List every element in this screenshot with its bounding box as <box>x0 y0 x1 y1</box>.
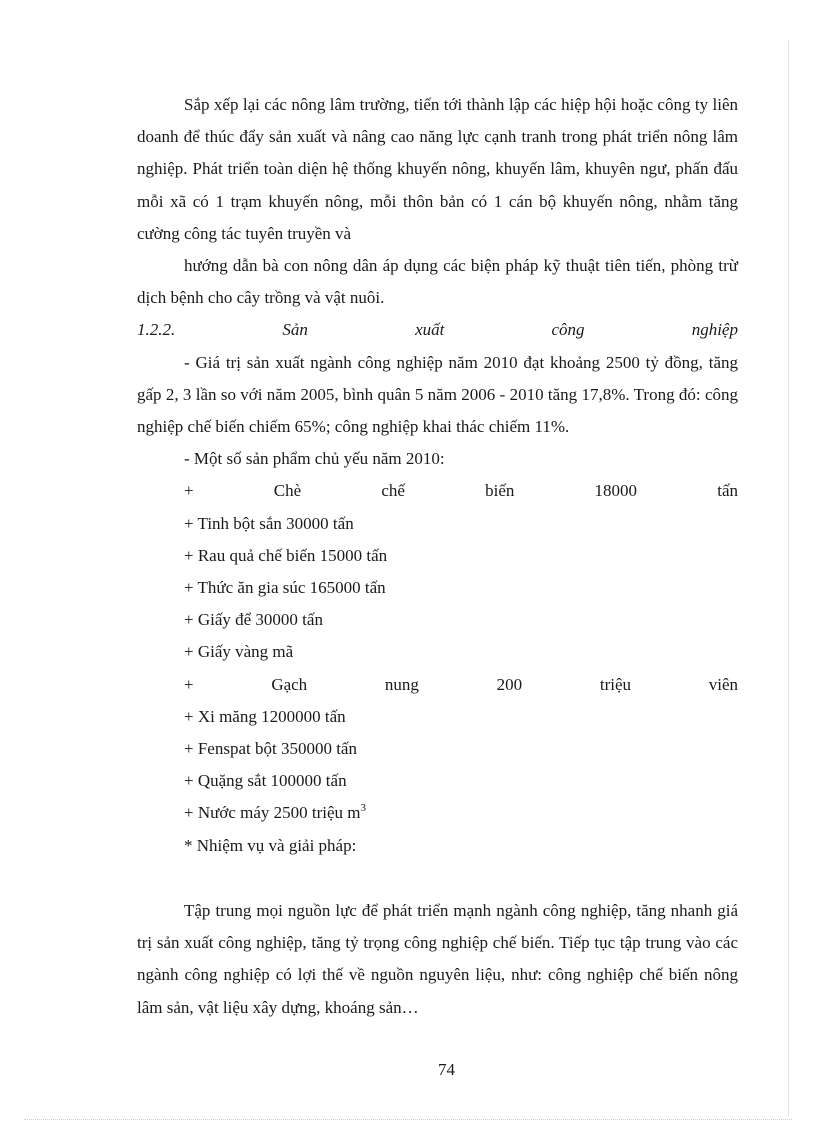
superscript-three: 3 <box>360 802 367 815</box>
list-item-feed: + Thức ăn gia súc 165000 tấn <box>184 578 386 598</box>
section-word: công <box>551 320 585 340</box>
paragraph-agriculture-1: Sắp xếp lại các nông lâm trường, tiến tới thành lập các hiệp hội hoặc công ty liên doanh để thúc đẩy sản xuất và nâng cao năng lực cạnh tranh trong phát triển nông lâm nghiệp. Phát triển toàn diện hệ thống khuyến nông, khuyến lâm, khuyên ngư, phấn đấu mỗi xã có 1 trạm khuyến nông, mỗi thôn bản có 1 cán bộ khuyến nông, nhằm tăng cường công tác tuyên truyền và <box>137 95 738 243</box>
list-word: tấn <box>717 481 738 501</box>
bullet-plus: + <box>184 481 194 501</box>
tasks-heading: * Nhiệm vụ và giải pháp: <box>184 835 357 855</box>
list-word: nung <box>384 674 419 694</box>
list-word: viên <box>708 674 738 694</box>
paragraph-agriculture-2: hướng dẫn bà con nông dân áp dụng các biện pháp kỹ thuật tiên tiến, phòng trừ dịch bệnh cho cây trồng và vật nuôi. <box>137 256 738 308</box>
list-item-feldspar: + Fenspat bột 350000 tấn <box>184 739 357 759</box>
page-number: 74 <box>438 1060 455 1079</box>
list-item-paper: + Giấy để 30000 tấn <box>184 610 323 630</box>
list-word: triệu <box>599 674 631 694</box>
section-word: nghiệp <box>691 320 738 340</box>
list-item-iron-ore: + Quặng sắt 100000 tấn <box>184 771 347 791</box>
list-word: chế <box>381 481 405 501</box>
list-item-water-text: + Nước máy 2500 triệu m <box>184 803 361 823</box>
bullet-plus: + <box>184 674 194 694</box>
list-item-fruit: + Rau quả chế biến 15000 tấn <box>184 545 388 565</box>
list-item-bricks <box>137 669 738 701</box>
list-item-votive-paper: + Giấy vàng mã <box>184 642 294 662</box>
list-item-cement: + Xi măng 1200000 tấn <box>184 706 346 726</box>
list-word: 200 <box>496 674 523 694</box>
list-word: Chè <box>273 481 302 501</box>
section-number: 1.2.2. <box>137 320 176 340</box>
section-heading <box>137 314 738 346</box>
list-item-water <box>137 797 738 829</box>
document-body-lower <box>137 895 738 1024</box>
section-word: Sản <box>282 320 308 340</box>
list-word: biến <box>485 481 515 501</box>
products-intro: - Một số sản phẩm chủ yếu năm 2010: <box>184 449 445 469</box>
bottom-border <box>24 1119 792 1120</box>
paragraph-industry-value: - Giá trị sản xuất ngành công nghiệp năm 2010 đạt khoảng 2500 tỷ đồng, tăng gấp 2, 3 lần so với năm 2005, bình quân 5 năm 2006 - 2010 tăng 17,8%. Trong đó: công nghiệp chế biến chiếm 65%; công nghiệp khai thác chiếm 11%. <box>137 352 738 437</box>
list-item-starch: + Tinh bột sắn 30000 tấn <box>184 513 354 533</box>
list-word: Gạch <box>271 674 308 694</box>
document-body <box>137 89 738 862</box>
list-word: 18000 <box>594 481 638 501</box>
paragraph-tasks: Tập trung mọi nguồn lực để phát triển mạnh ngành công nghiệp, tăng nhanh giá trị sản xuất công nghiệp, tăng tỷ trọng công nghiệp chế biến. Tiếp tục tập trung vào các ngành công nghiệp có lợi thế về nguồn nguyên liệu, như: công nghiệp chế biến nông lâm sản, vật liệu xây dựng, khoáng sản… <box>137 901 738 1017</box>
list-item-tea <box>137 475 738 507</box>
section-word: xuất <box>415 320 445 340</box>
